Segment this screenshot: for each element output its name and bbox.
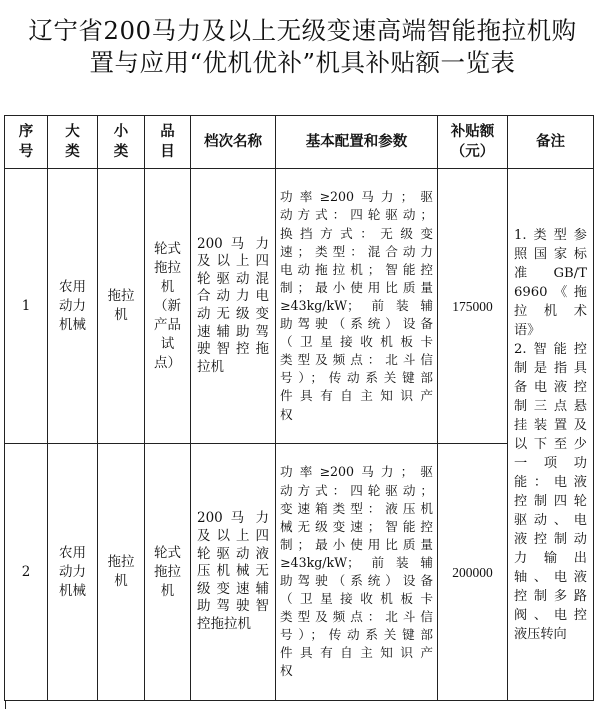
row1-config: 功率≥200马力；驱 动方式：四轮驱动； 换挡方式：无级变 速；类型：混合动力 电动拖拉机；智能控 制；最小使用比质量 ≥43kg/kW；前装辅 助驾驶（系统）设备 （卫星接收机板卡 类型及频点：北斗信 号）；传动系关键部 件具有自主知识产 权 xyxy=(276,169,438,444)
row1-grade-name: 200 马 力 及以上四 轮驱动混 合动力电 动无级变 速辅助驾 驶智控拖 拉机 xyxy=(191,169,276,444)
header-note: 备注 xyxy=(508,116,594,169)
note-cell: 1.类型参 照国家标 准 GB/T 6960《拖 拉 机 术 语》 2.智能控 制是指具 备电液控 制三点悬 挂装置及 以下至少 一 项 功 能：电液 控制四轮 驱动、电 液控制动 力 输 出 轴、电液 控制多路 阀、电控 液压转向 xyxy=(508,169,594,701)
row1-item: 轮式 拖拉 机 （新 产品 试 点） xyxy=(145,169,191,444)
row2-item: 轮式 拖拉 机 xyxy=(145,444,191,701)
page-edge-mark xyxy=(5,700,6,709)
row2-major: 农用 动力 机械 xyxy=(48,444,98,701)
row2-config: 功率≥200马力；驱 动方式：四轮驱动； 变速箱类型：液压机 械无级变速；智能控 制；最小使用比质量 ≥43kg/kW；前装辅 助驾驶（系统）设备 （卫星接收机板卡 类型及频点：北斗信 号）；传动系关键部 件具有自主知识产 权 xyxy=(276,444,438,701)
row1-seq: 1 xyxy=(5,169,48,444)
header-major-category: 大 类 xyxy=(48,116,98,169)
page-title-line-1: 辽宁省200马力及以上无级变速高端智能拖拉机购 xyxy=(28,16,577,45)
table-row xyxy=(5,169,594,444)
table-row xyxy=(5,444,594,701)
header-subsidy: 补贴额 （元） xyxy=(438,116,508,169)
header-item: 品 目 xyxy=(145,116,191,169)
header-seq: 序 号 xyxy=(5,116,48,169)
row1-minor: 拖拉 机 xyxy=(98,169,145,444)
header-config: 基本配置和参数 xyxy=(276,116,438,169)
row2-minor: 拖拉 机 xyxy=(98,444,145,701)
subsidy-table xyxy=(4,115,594,701)
page-title-line-2: 置与应用“优机优补”机具补贴额一览表 xyxy=(89,48,516,77)
row1-subsidy: 175000 xyxy=(438,169,508,444)
row2-seq: 2 xyxy=(5,444,48,701)
row2-subsidy: 200000 xyxy=(438,444,508,701)
header-grade-name: 档次名称 xyxy=(191,116,276,169)
row1-major: 农用 动力 机械 xyxy=(48,169,98,444)
row2-grade-name: 200 马 力 及以上四 轮驱动液 压机械无 级变速辅 助驾驶智 控拖拉机 xyxy=(191,444,276,701)
table-header-row xyxy=(5,116,594,169)
header-minor-category: 小 类 xyxy=(98,116,145,169)
